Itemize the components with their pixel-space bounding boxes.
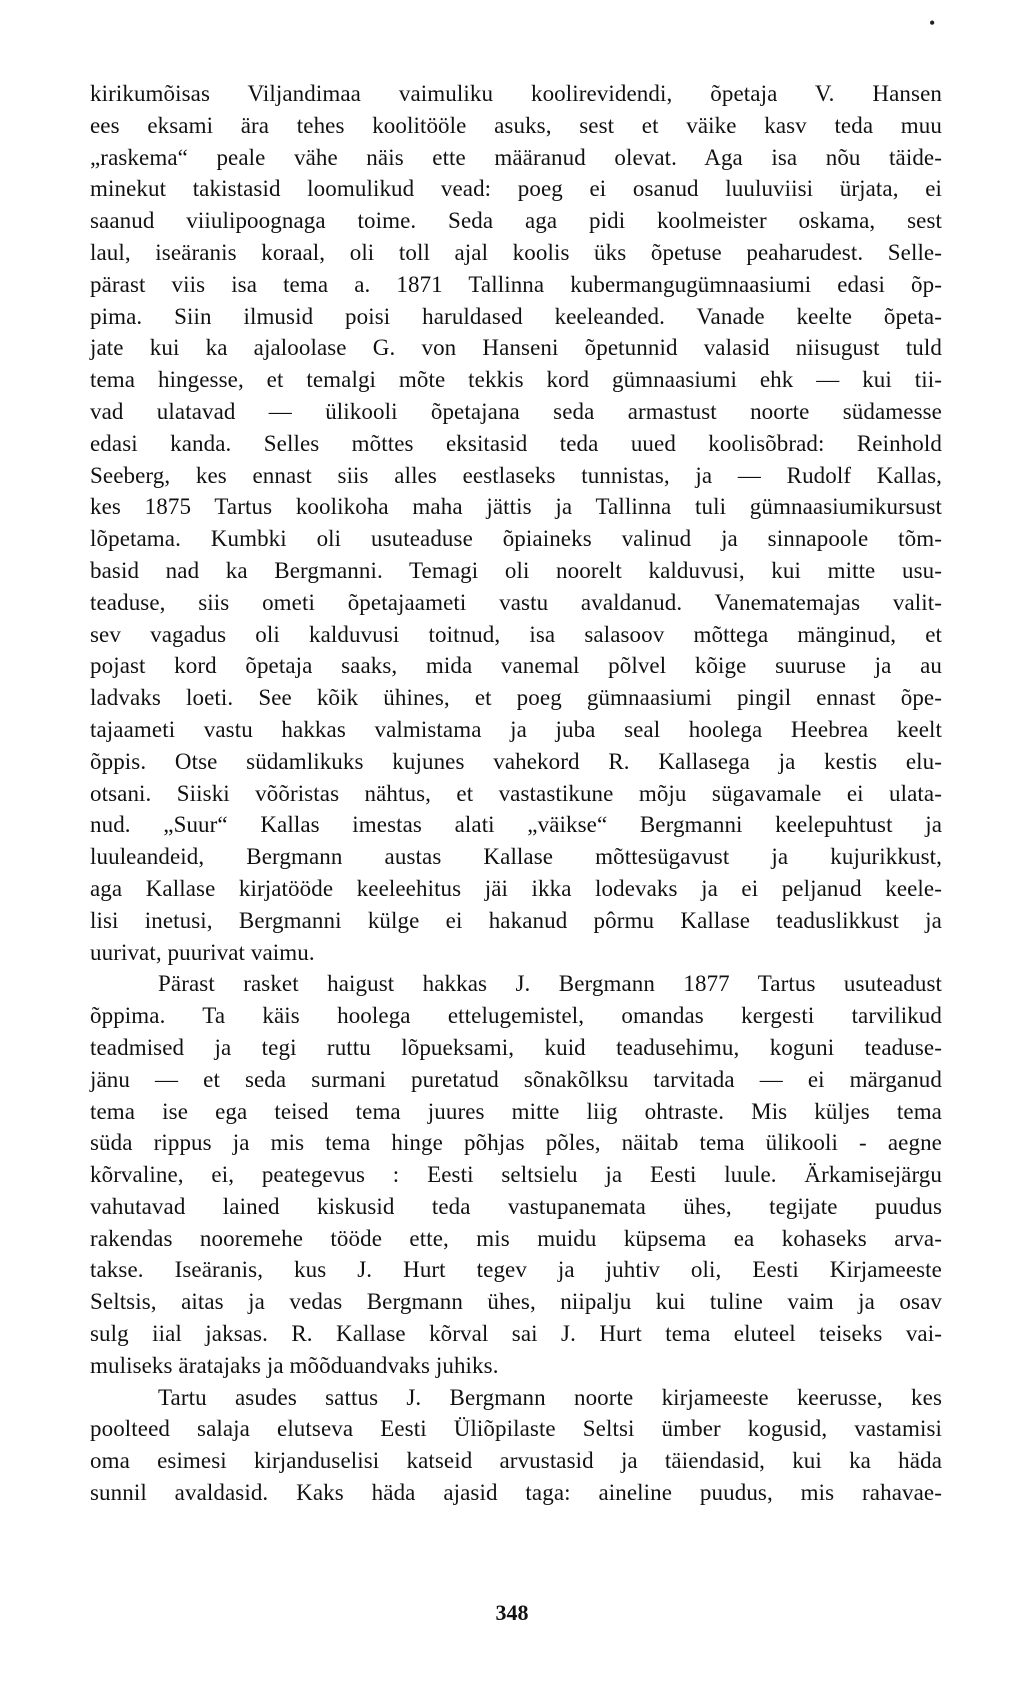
top-margin-mark: • [929,13,936,33]
text-line: tema hingesse, et temalgi mõte tekkis kord gümnaasiumi ehk — kui tii- [90,367,942,393]
page-number: 348 [495,1600,529,1625]
text-line: aga Kallase kirjatööde keeleehitus jäi ikka lodevaks ja ei peljanud keele- [90,875,942,901]
text-line: takse. Iseäranis, kus J. Hurt tegev ja juhtiv oli, Eesti Kirjameeste [90,1257,942,1283]
text-line: sunnil avaldasid. Kaks häda ajasid taga: aineline puudus, mis rahavae- [90,1480,942,1506]
text-line: lõpetama. Kumbki oli usuteaduse õpiaineks valinud ja sinnapoole tõm- [90,526,942,552]
text-line: õppis. Otse südamlikuks kujunes vahekord R. Kallasega ja kestis elu- [90,748,942,774]
text-line: pojast kord õpetaja saaks, mida vanemal põlvel kõige suuruse ja au [90,653,942,679]
text-line: süda rippus ja mis tema hinge põhjas põles, näitab tema ülikooli - aegne [90,1130,942,1156]
text-line: sulg iial jaksas. R. Kallase kõrval sai J. Hurt tema eluteel teiseks vai- [90,1321,942,1347]
text-line: tema ise ega teised tema juures mitte liig ohtraste. Mis küljes tema [90,1098,942,1124]
text-line: teaduse, siis ometi õpetajaameti vastu avaldanud. Vanematemajas valit- [90,589,942,615]
body-text [90,78,942,1509]
text-line: vahutavad lained kiskusid teda vastupanemata ühes, tegijate puudus [90,1193,942,1219]
text-line: poolteed salaja elutseva Eesti Üliõpilaste Seltsi ümber kogusid, vastamisi [90,1416,942,1442]
text-line: otsani. Siiski võõristas nähtus, et vastastikune mõju sügavamale ei ulata- [90,780,942,806]
text-line: vad ulatavad — ülikooli õpetajana seda armastust noorte südamesse [90,398,942,424]
text-line: saanud viiulipoognaga toime. Seda aga pidi koolmeister oskama, sest [90,208,942,234]
text-line: nud. „Suur“ Kallas imestas alati „väikse“ Bergmanni keelepuhtust ja [90,812,942,838]
paragraph-last-line: muliseks äratajaks ja mõõduandvaks juhiks. [90,1352,499,1378]
text-line: kõrvaline, ei, peategevus : Eesti seltsielu ja Eesti luule. Ärkamisejärgu [90,1162,942,1188]
text-line: teadmised ja tegi ruttu lõpueksami, kuid teadusehimu, koguni teaduse- [90,1034,942,1060]
paragraph-last-line: uurivat, puurivat vaimu. [90,939,315,965]
paragraph-first-line: Tartu asudes sattus J. Bergmann noorte kirjameeste keerusse, kes [158,1384,942,1410]
text-line: pima. Siin ilmusid poisi haruldased keeleanded. Vanade keelte õpeta- [90,303,942,329]
text-line: kes 1875 Tartus koolikoha maha jättis ja Tallinna tuli gümnaasiumikursust [90,494,942,520]
text-line: Seeberg, kes ennast siis alles eestlaseks tunnistas, ja — Rudolf Kallas, [90,462,942,488]
text-line: tajaameti vastu hakkas valmistama ja juba seal hoolega Heebrea keelt [90,716,942,742]
text-line: rakendas nooremehe tööde ette, mis muidu küpsema ea kohaseks arva- [90,1225,942,1251]
text-line: laul, iseäranis koraal, oli toll ajal koolis üks õpetuse peaharudest. Selle- [90,239,942,265]
text-line: minekut takistasid loomulikud vead: poeg ei osanud luuluviisi ürjata, ei [90,176,942,202]
text-line: oma esimesi kirjanduselisi katseid arvustasid ja täiendasid, kui ka häda [90,1448,942,1474]
text-line: jänu — et seda surmani puretatud sõnakõlksu tarvitada — ei märganud [90,1066,942,1092]
text-line: kirikumõisas Viljandimaa vaimuliku koolirevidendi, õpetaja V. Hansen [90,81,942,106]
text-line: jate kui ka ajaloolase G. von Hanseni õpetunnid valasid niisugust tuld [90,335,942,361]
text-line: Seltsis, aitas ja vedas Bergmann ühes, niipalju kui tuline vaim ja osav [90,1289,942,1315]
text-line: basid nad ka Bergmanni. Temagi oli noorelt kalduvusi, kui mitte usu- [90,557,942,583]
text-line: luuleandeid, Bergmann austas Kallase mõttesügavust ja kujurikkust, [90,844,942,870]
text-line: „raskema“ peale vähe näis ette määranud olevat. Aga isa nõu täide- [90,144,942,170]
text-line: pärast viis isa tema a. 1871 Tallinna kubermangugümnaasiumi edasi õp- [90,271,942,297]
paragraph-first-line: Pärast rasket haigust hakkas J. Bergmann 1877 Tartus usuteadust [158,971,942,997]
text-line: edasi kanda. Selles mõttes eksitasid teda uued koolisõbrad: Reinhold [90,430,942,456]
text-line: ees eksami ära tehes koolitööle asuks, sest et väike kasv teda muu [90,112,942,138]
text-line: sev vagadus oli kalduvusi toitnud, isa salasoov mõttega mänginud, et [90,621,942,647]
text-line: õppima. Ta käis hoolega ettelugemistel, omandas kergesti tarvilikud [90,1003,942,1029]
text-line: ladvaks loeti. See kõik ühines, et poeg gümnaasiumi pingil ennast õpe- [90,685,942,711]
text-line: lisi inetusi, Bergmanni külge ei hakanud pôrmu Kallase teaduslikkust ja [90,907,942,933]
